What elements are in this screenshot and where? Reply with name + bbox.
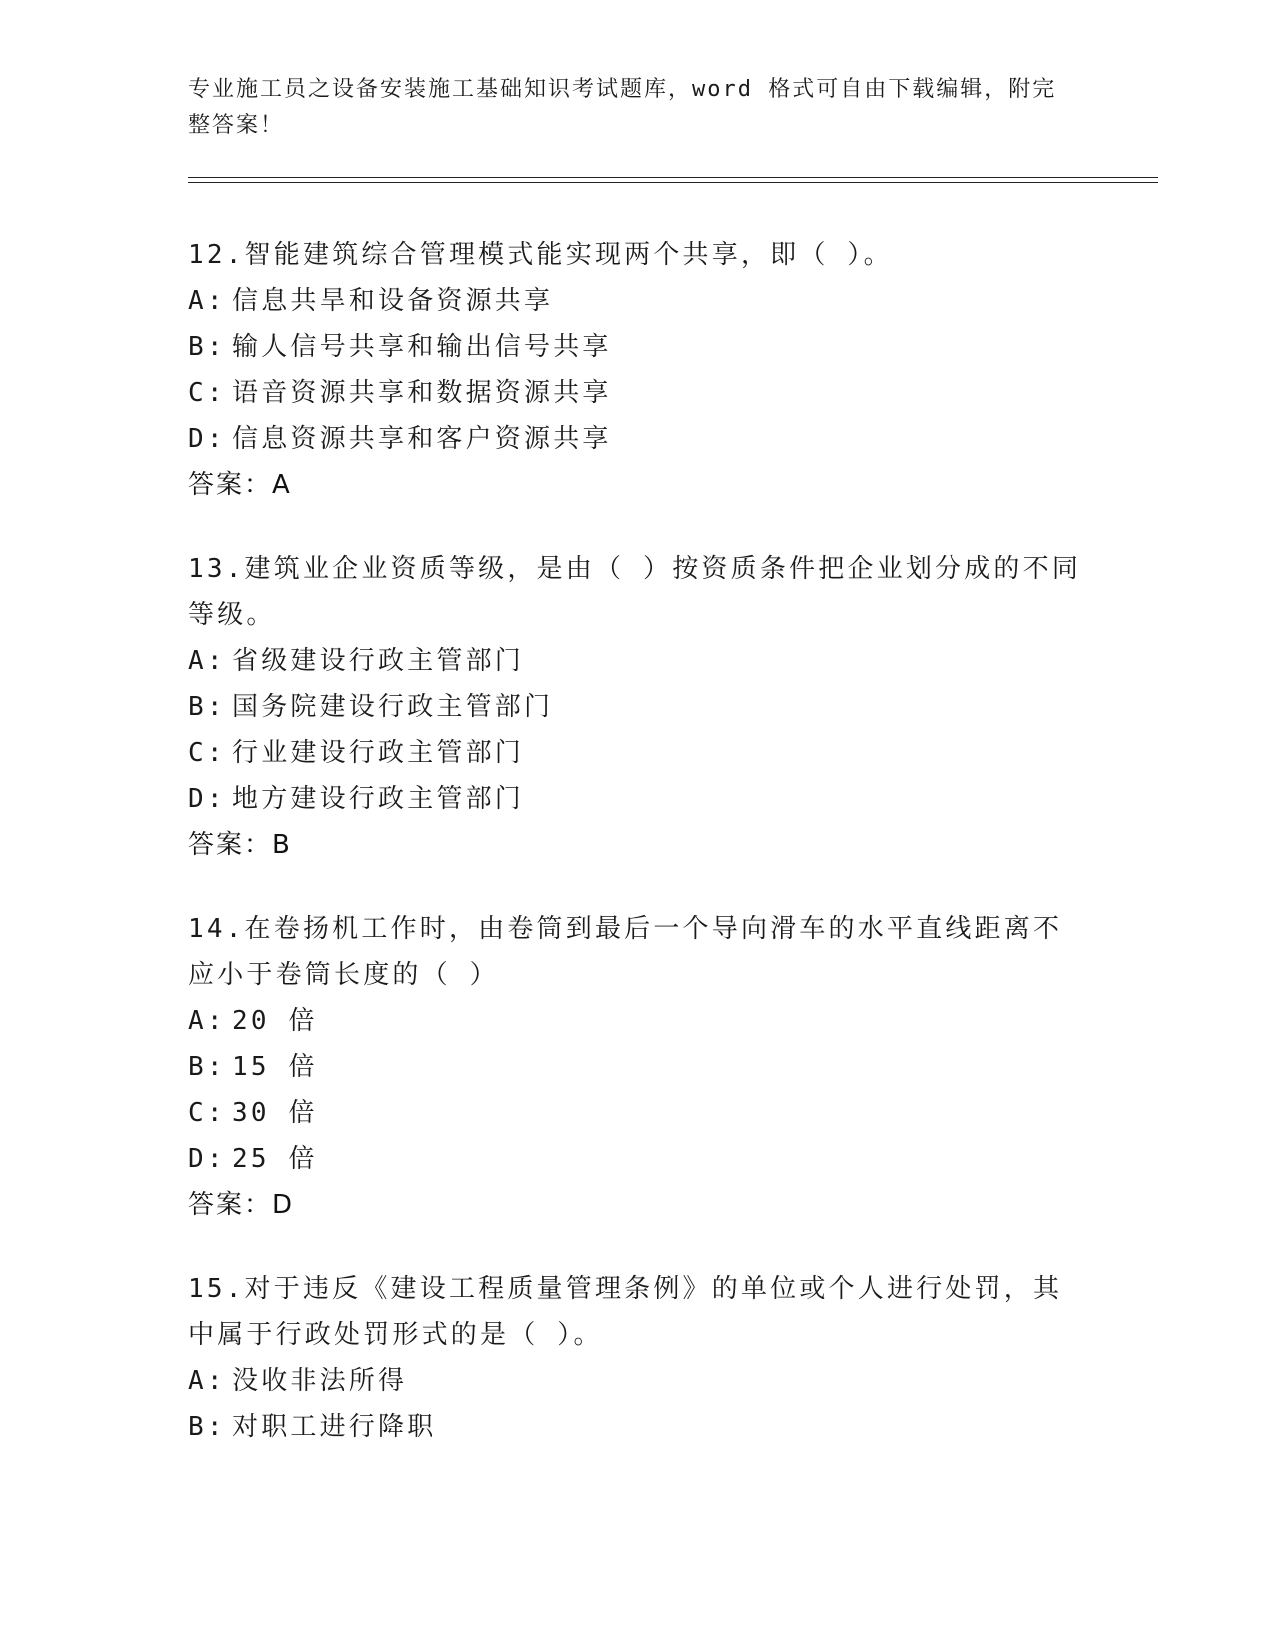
option-text: 对职工进行降职: [232, 1412, 437, 1442]
option-key: D:: [188, 424, 226, 454]
header-divider-bottom: [188, 182, 1158, 183]
option-a: [188, 638, 1088, 684]
option-a: [188, 1358, 1088, 1404]
option-key: D:: [188, 1144, 226, 1174]
option-a: [188, 278, 1088, 324]
option-text: 没收非法所得: [232, 1366, 408, 1396]
question-12: [188, 232, 1088, 508]
option-key: B:: [188, 332, 226, 362]
option-d: [188, 416, 1088, 462]
option-key: A:: [188, 1006, 226, 1036]
option-a: [188, 998, 1088, 1044]
option-d: [188, 1136, 1088, 1182]
option-text: 省级建设行政主管部门: [232, 646, 525, 676]
option-key: B:: [188, 1052, 226, 1082]
question-15: [188, 1266, 1088, 1450]
option-text: 输人信号共享和输出信号共享: [232, 332, 612, 362]
option-key: A:: [188, 646, 226, 676]
answer-line: 答案：D: [188, 1190, 295, 1220]
answer-line: 答案：B: [188, 830, 292, 860]
option-text: 25 倍: [232, 1144, 318, 1174]
question-stem: 14.在卷扬机工作时，由卷筒到最后一个导向滑车的水平直线距离不应小于卷筒长度的（ ）: [188, 914, 1063, 990]
option-key: D:: [188, 784, 226, 814]
option-key: A:: [188, 286, 226, 316]
question-stem: 13.建筑业企业资质等级，是由（ ）按资质条件把企业划分成的不同等级。: [188, 554, 1082, 630]
option-b: [188, 684, 1088, 730]
option-c: [188, 1090, 1088, 1136]
option-key: C:: [188, 1098, 226, 1128]
option-b: [188, 1404, 1088, 1450]
option-text: 30 倍: [232, 1098, 318, 1128]
option-text: 行业建设行政主管部门: [232, 738, 525, 768]
option-text: 15 倍: [232, 1052, 318, 1082]
option-key: B:: [188, 1412, 226, 1442]
option-text: 语音资源共享和数据资源共享: [232, 378, 612, 408]
option-c: [188, 730, 1088, 776]
option-text: 国务院建设行政主管部门: [232, 692, 554, 722]
answer-line: 答案：A: [188, 470, 292, 500]
option-text: 20 倍: [232, 1006, 318, 1036]
document-header: 专业施工员之设备安装施工基础知识考试题库，word 格式可自由下载编辑，附完整答案！: [188, 77, 1057, 138]
option-text: 地方建设行政主管部门: [232, 784, 525, 814]
question-14: [188, 906, 1088, 1228]
option-key: A:: [188, 1366, 226, 1396]
option-c: [188, 370, 1088, 416]
question-list: [188, 232, 1088, 1488]
question-13: [188, 546, 1088, 868]
option-b: [188, 324, 1088, 370]
option-text: 信息共旱和设备资源共享: [232, 286, 554, 316]
option-b: [188, 1044, 1088, 1090]
option-key: C:: [188, 738, 226, 768]
question-stem: 15.对于违反《建设工程质量管理条例》的单位或个人进行处罚，其中属于行政处罚形式的是（ ）。: [188, 1274, 1063, 1350]
option-key: B:: [188, 692, 226, 722]
option-key: C:: [188, 378, 226, 408]
header-divider-top: [188, 177, 1158, 178]
option-text: 信息资源共享和客户资源共享: [232, 424, 612, 454]
option-d: [188, 776, 1088, 822]
question-stem: 12.智能建筑综合管理模式能实现两个共享，即（ ）。: [188, 240, 893, 270]
